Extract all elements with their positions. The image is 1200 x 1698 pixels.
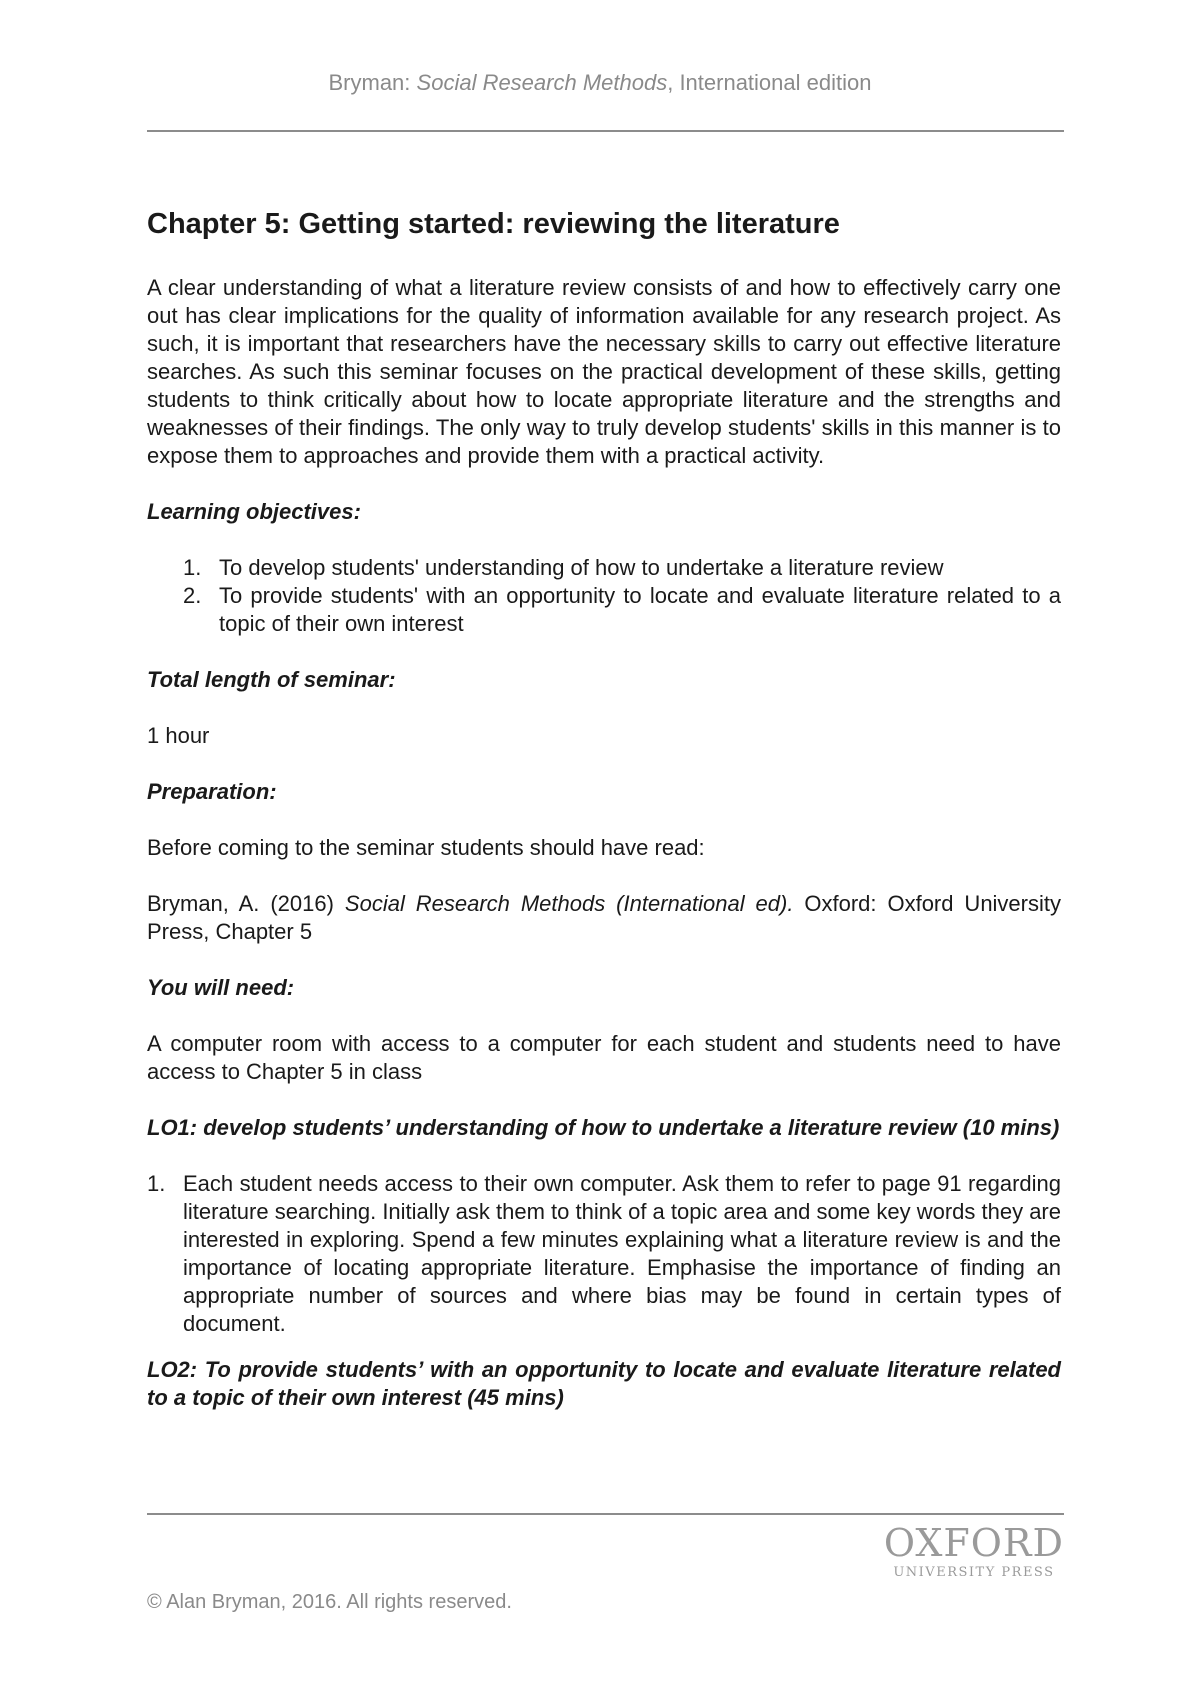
reference-publisher: Oxford: Oxford University Press, Chapter 5 [147,891,1061,944]
header-rule [147,130,1064,132]
reading-reference [147,890,1061,946]
list-item [147,1170,1061,1338]
lo1-activity-list [147,1170,1061,1338]
lo2-heading: LO2: To provide students’ with an opportunity to locate and evaluate literature related to a topic of their own interest (45 mins) [147,1357,1061,1410]
header-author: Bryman: [328,70,417,95]
list-item [147,554,1061,582]
list-number: 1. [147,1171,166,1196]
running-header [0,70,1200,96]
chapter-title: Chapter 5: Getting started: reviewing the literature [147,208,840,240]
header-edition: , International edition [667,70,872,95]
list-text: To develop students' understanding of how to undertake a literature review [219,555,944,580]
list-text: Each student needs access to their own computer. Ask them to refer to page 91 regarding literature searching. Initially ask them to think of a topic area and some key words they are interested in exploring. Spend a few minutes explaining what a literature review is and the importance of locating appropriate literature. Emphasise the importance of finding an appropriate number of sources and where bias may be found in certain types of document. [183,1171,1061,1336]
need-heading: You will need: [147,975,295,1000]
length-value: 1 hour [147,723,210,748]
header-book-title: Social Research Methods [416,70,668,95]
reference-title: Social Research Methods (International ed). [344,891,794,916]
length-heading: Total length of seminar: [147,667,396,692]
footer-rule [147,1513,1064,1515]
logo-line-oxford: OXFORD [883,1521,1064,1565]
list-number: 1. [183,555,202,580]
document-body [147,206,1061,1440]
intro-paragraph: A clear understanding of what a literature review consists of and how to effectively carry one out has clear implications for the quality of information available for any research project. As such, it is important that researchers have the necessary skills to carry out effective literature searches. As such this seminar focuses on the practical development of these skills, getting students to think critically about how to locate appropriate literature and the strengths and weaknesses of their findings. The only way to truly develop students' skills in this manner is to expose them to approaches and provide them with a practical activity. [147,275,1061,468]
preparation-heading: Preparation: [147,779,277,804]
objectives-heading: Learning objectives: [147,499,361,524]
list-item [147,582,1061,638]
list-number: 2. [183,583,202,608]
lo1-heading: LO1: develop students’ understanding of how to undertake a literature review (10 mins) [147,1115,1060,1140]
need-text: A computer room with access to a computer for each student and students need to have access to Chapter 5 in class [147,1031,1061,1084]
preparation-text: Before coming to the seminar students should have read: [147,835,705,860]
list-text: To provide students' with an opportunity to locate and evaluate literature related to a topic of their own interest [219,583,1061,636]
oxford-university-press-logo [884,1522,1064,1582]
reference-author: Bryman, A. (2016) [147,891,345,916]
copyright-footer: © Alan Bryman, 2016. All rights reserved. [147,1591,512,1613]
objectives-list [147,554,1061,638]
logo-line-press: UNIVERSITY PRESS [893,1565,1055,1580]
